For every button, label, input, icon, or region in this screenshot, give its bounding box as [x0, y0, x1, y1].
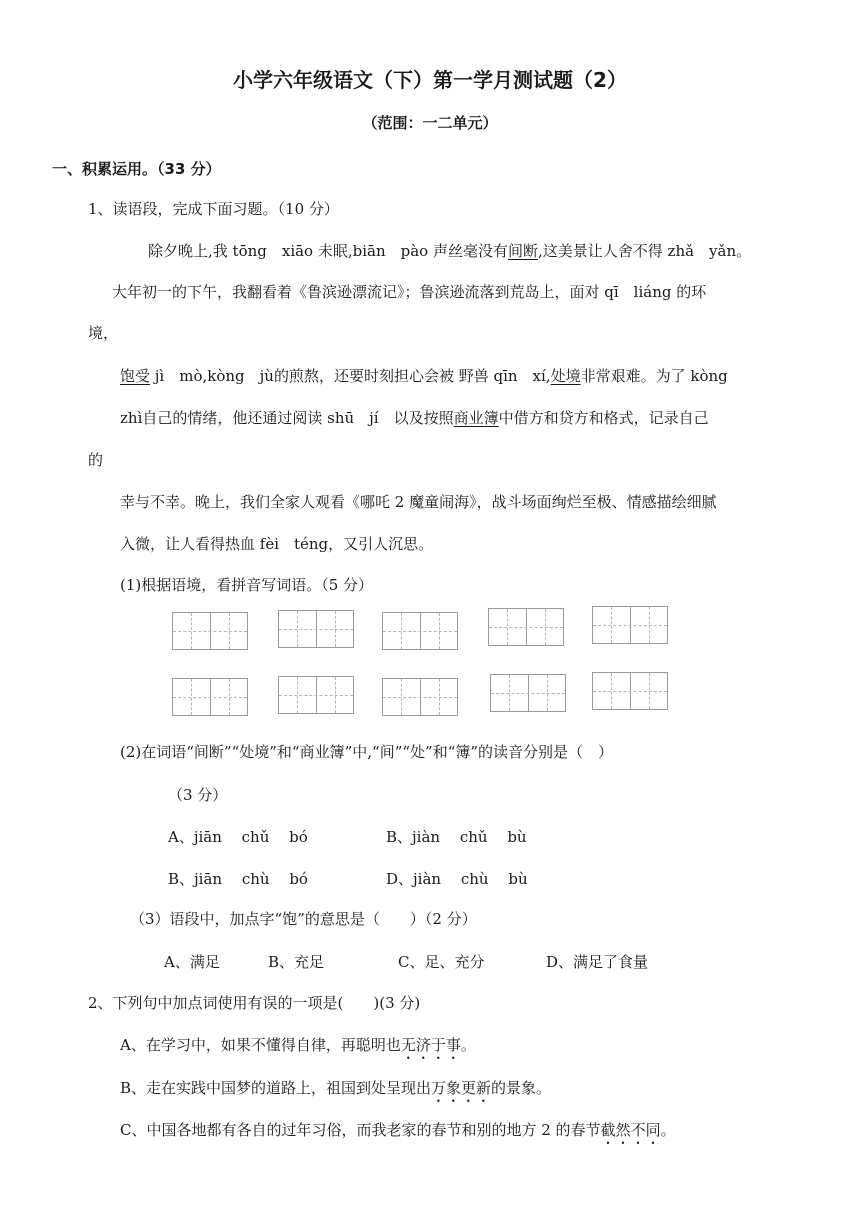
passage-line-5: [120, 407, 709, 428]
option-a[interactable]: A、满足: [164, 953, 220, 971]
answer-box[interactable]: [172, 678, 248, 716]
option-a[interactable]: [120, 1034, 476, 1063]
answer-box[interactable]: [382, 678, 458, 716]
underlined-word: 间断: [507, 242, 538, 260]
passage-line-8: 入微，让人看得热血 fèi téng，又引人沉思。: [120, 535, 434, 553]
underlined-word: 饱受: [120, 367, 151, 385]
underlined-word: 处境: [550, 367, 581, 385]
passage-text: ,这美景让人舍不得 zhǎ yǎn。: [538, 242, 752, 260]
answer-box[interactable]: [278, 676, 354, 714]
answer-box[interactable]: [490, 674, 566, 712]
question-2-heading: 2、下列句中加点词使用有误的一项是( )(3 分): [88, 994, 421, 1012]
dotted-phrase: 截然不同: [600, 1121, 661, 1139]
question-1-heading: 1、读语段，完成下面习题。（10 分）: [88, 200, 339, 218]
passage-line-1: [148, 240, 751, 261]
option-text: C、中国各地都有各自的过年习俗，而我老家的春节和别的地方 2 的春节: [120, 1121, 601, 1139]
underlined-word: 商业簿: [453, 409, 499, 427]
subquestion-1: (1)根据语境，看拼音写词语。（5 分）: [120, 576, 374, 594]
subquestion-3: （3）语段中，加点字“饱”的意思是（ ）（2 分）: [130, 910, 477, 928]
passage-text: 中借方和贷方和格式，记录自己: [498, 409, 709, 427]
answer-box[interactable]: [592, 606, 668, 644]
option-text: 。: [660, 1121, 676, 1139]
option-b[interactable]: [120, 1077, 551, 1106]
option-d[interactable]: D、jiàn chù bù: [386, 870, 528, 888]
answer-box[interactable]: [278, 610, 354, 648]
option-text: A、在学习中，如果不懂得自律，再聪明也: [120, 1036, 401, 1054]
passage-text: 除夕晚上,我 tōng xiāo 未眠,biān pào 声丝毫没有: [148, 242, 508, 260]
option-text: 。: [460, 1036, 476, 1054]
section-heading: 一、积累运用。（33 分）: [52, 160, 221, 178]
dotted-phrase: 万象更新: [431, 1079, 492, 1097]
passage-line-4: [120, 365, 728, 386]
subquestion-2-points: （3 分）: [168, 786, 228, 804]
page-subtitle: （范围：一二单元）: [362, 114, 498, 132]
page-title: 小学六年级语文（下）第一学月测试题（2）: [233, 68, 627, 92]
answer-box[interactable]: [592, 672, 668, 710]
option-d[interactable]: D、满足了食量: [546, 953, 649, 971]
option-b[interactable]: B、jiān chù bó: [168, 870, 308, 888]
dotted-phrase: 无济于事: [400, 1036, 461, 1054]
answer-box[interactable]: [488, 608, 564, 646]
passage-line-7: 幸与不幸。晚上，我们全家人观看《哪吒 2 魔童闹海》，战斗场面绚烂至极、情感描绘细腻: [120, 493, 717, 511]
passage-line-3: 境，: [88, 324, 119, 342]
passage-line-6: 的: [88, 451, 104, 469]
answer-box[interactable]: [172, 612, 248, 650]
option-text: B、走在实践中国梦的道路上，祖国到处呈现出: [120, 1079, 432, 1097]
option-a[interactable]: A、jiān chǔ bó: [168, 828, 308, 846]
answer-box[interactable]: [382, 612, 458, 650]
passage-line-2: 大年初一的下午，我翻看着《鲁滨逊漂流记》；鲁滨逊流落到荒岛上，面对 qī liáng 的环: [112, 283, 707, 301]
option-c[interactable]: C、足、充分: [398, 953, 485, 971]
option-b[interactable]: B、jiàn chǔ bù: [386, 828, 527, 846]
option-c[interactable]: [120, 1119, 676, 1148]
option-b[interactable]: B、充足: [268, 953, 325, 971]
passage-text: 非常艰难。为了 kòng: [580, 367, 728, 385]
option-text: 的景象。: [491, 1079, 552, 1097]
passage-text: jì mò,kòng jù的煎熬，还要时刻担心会被 野兽 qīn xí,: [150, 367, 551, 385]
passage-text: zhì自己的情绪，他还通过阅读 shū jí 以及按照: [120, 409, 454, 427]
subquestion-2: (2)在词语“间断”“处境”和“商业簿”中,“间”“处”和“簿”的读音分别是（ ）: [120, 743, 614, 761]
